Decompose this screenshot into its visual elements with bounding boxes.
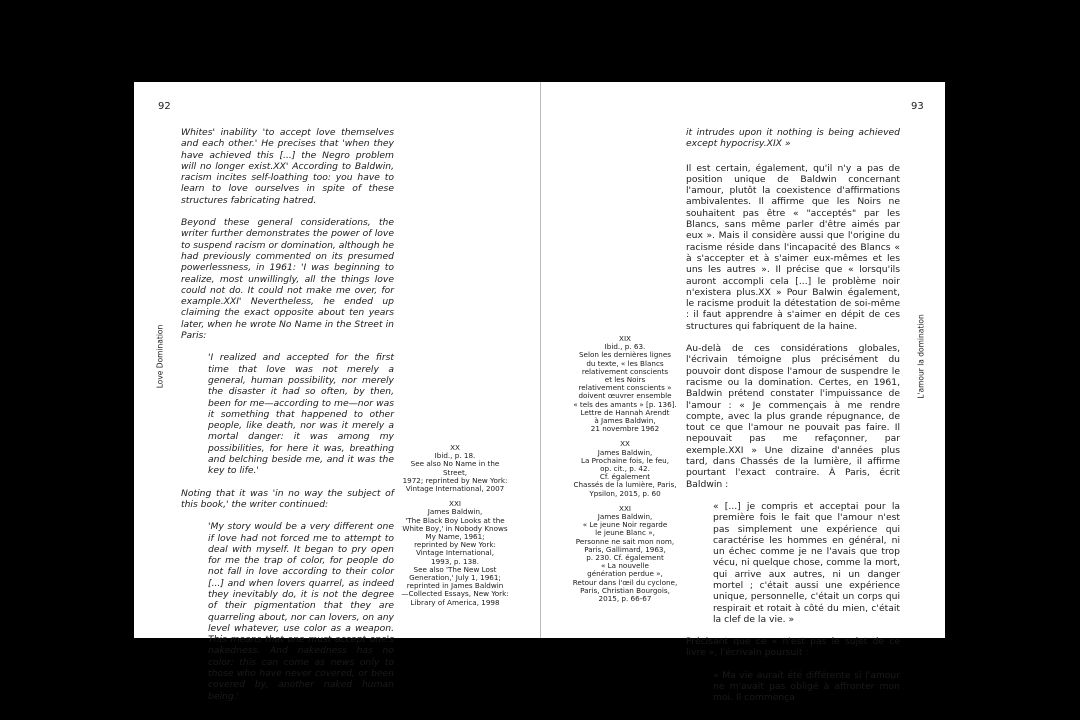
right-paragraph-1: Il est certain, également, qu'il n'y a pas de position unique de Baldwin concernant l'amour, plutôt la coexistence d'affirmations ambivalentes. Il affirme que les Noirs ne souhaitent pas être « "acceptés" par les Blancs, sans même parler d'être aimés par eux ». Mais il considère aussi que l'origine du racisme réside dans l'incapacité des Blancs « à s'accepter et à s'aimer eux-mêmes et les uns les autres ». Il précise que « lorsqu'ils auront accompli cela [...] le problème noir n'existera plus.XX » Pour Balwin également, le racisme produit la détestation de soi-même : il faut apprendre à s'aimer en dépit de ces structures qui fabriquent de la haine.: [686, 162, 900, 332]
footnote-line: White Boy,' in Nobody Knows: [402, 523, 508, 533]
footnote-xix-right: [568, 335, 682, 433]
footnote-line: Generation,' July 1, 1961;: [409, 573, 501, 583]
footnote-line: et les Noirs: [604, 375, 646, 385]
footnote-line: Lettre de Hannah Arendt: [580, 407, 670, 417]
footnote-line: Personne ne sait mon nom,: [575, 536, 675, 546]
footnote-label: XXI: [449, 499, 461, 509]
right-body: [686, 127, 900, 715]
right-paragraph-2: Au-delà de ces considérations globales, l'écrivain témoigne plus précisément du pouvoir dont dispose l'amour de suspendre le racisme ou la domination. Certes, en 1961, Baldwin prétend constater l'impuissance de l'amour : « Je commençais à me rendre compte, avec la plus grande répugnance, de tout ce que l'amour ne pouvait pas faire. Il nepouvait pas me refaçonner, par exemple.XXI » Une dizaine d'années plus tard, dans Chassés de la lumière, il affirme pourtant l'exact contraire. À Paris, écrit Baldwin :: [686, 343, 900, 490]
footnote-line: James Baldwin,: [427, 507, 483, 517]
footnote-line: —Collected Essays, New York:: [401, 589, 509, 599]
running-head-left: Love Domination: [155, 324, 165, 389]
footnote-line: « tels des amants » [p. 136].: [573, 399, 677, 409]
left-blockquote-1: 'I realized and accepted for the first time that love was not merely a general, human possibility, nor merely the disaster it had so often, by then, been for me—according to me—nor was it something that happened to other people, like death, nor was it merely a mortal danger: it was among my possibilities, for here it was, breathing and belching beside me, and it was the key to life.': [208, 352, 394, 477]
footnote-line: Cf. également: [599, 472, 651, 482]
book-gutter: [540, 82, 541, 638]
right-blockquote-1: « [...] je compris et acceptai pour la première fois le fait que l'amour n'est pas simplement une expérience qui caractérise les hommes en général, ni un échec comme je ne l'avais que trop vécu, ni quelque chose, comme la mort, qui arrive aux autres, ni un danger mortel ; c'était aussi une expérience unique, personnelle, c'était un corps qui respirait et rotait à côté du mien, c'était la clef de la vie. »: [713, 500, 900, 625]
footnote-line: « Le jeune Noir regarde: [582, 520, 668, 530]
footnote-line: op. cit., p. 42.: [600, 464, 650, 474]
footnote-line: relativement conscients: [581, 366, 669, 376]
right-footnotes: [568, 335, 682, 610]
footnote-line: James Baldwin,: [597, 512, 653, 522]
footnote-line: Ypsilon, 2015, p. 60: [589, 488, 661, 498]
footnote-line: Selon les dernières lignes: [579, 350, 671, 360]
footnote-line: Ibid., p. 18.: [434, 451, 476, 461]
footnote-line: Retour dans l'œil du cyclone,: [572, 577, 678, 587]
footnote-label: XX: [620, 439, 630, 449]
footnote-line: « La nouvelle: [601, 561, 649, 571]
footnote-line: 1993, p. 138.: [431, 556, 479, 566]
running-head-right: L'amour la domination: [916, 314, 926, 399]
page-number-right: 93: [911, 101, 924, 112]
footnote-line: Ibid., p. 63.: [604, 342, 646, 352]
footnote-line: Vintage International, 2007: [405, 484, 505, 494]
footnote-line: 1972; reprinted by New York:: [402, 475, 508, 485]
footnote-line: relativement conscients »: [578, 383, 672, 393]
footnote-line: reprinted by New York:: [414, 540, 496, 550]
footnote-line: 'The Black Boy Looks at the: [405, 515, 505, 525]
footnote-line: à James Baldwin,: [594, 416, 656, 426]
footnote-line: le jeune Blanc »,: [595, 528, 655, 538]
page-number-left: 92: [158, 101, 171, 112]
footnote-line: Chassés de la lumière, Paris,: [573, 480, 677, 490]
footnote-line: 2015, p. 66-67: [598, 594, 652, 604]
footnote-line: reprinted in James Baldwin: [406, 581, 504, 591]
footnote-line: My Name, 1961;: [425, 532, 485, 542]
footnote-line: p. 230. Cf. également: [586, 553, 664, 563]
footnote-line: See also 'The New Lost: [413, 564, 497, 574]
footnote-xx-left: [399, 444, 511, 493]
footnote-line: Vintage International,: [416, 548, 494, 558]
left-footnotes: [399, 444, 511, 614]
left-paragraph-2: Beyond these general considerations, the writer further demonstrates the power of love to suspend racism or domination, although he had previously commented on its presumed powerlessness, in 1961: 'I was beginning to realize, most unwillingly, all the things love could not do. It could not make me over, for example.XXI' Nevertheless, he ended up claiming the exact opposite about ten years later, when he wrote No Name in the Street in Paris:: [181, 217, 394, 342]
left-paragraph-1: Whites' inability 'to accept love themselves and each other.' He precises that 'when they have achieved this [...] the Negro problem will no longer exist.XX' According to Baldwin, racism incites self-loathing too: you have to learn to love ourselves in spite of these structures fabricating hatred.: [181, 127, 394, 206]
left-blockquote-2: 'My story would be a very different one if love had not forced me to attempt to deal with myself. It began to pry open for me the trap of color, for people do not fall in love according to their color [...] and when lovers quarrel, as indeed they inevitably do, it is not the degree of their pigmentation that they are quarreling about, nor can lovers, on any level whatever, use color as a weapon. This means that one must accept one's nakedness. And nakedness has no color: this can come as news only to those who have never covered, or been covered by, another naked human being.': [208, 521, 394, 702]
footnote-label: XIX: [619, 334, 631, 343]
footnote-line: Paris, Gallimard, 1963,: [584, 544, 666, 554]
footnote-label: XXI: [619, 503, 631, 513]
footnote-xx-right: [568, 440, 682, 497]
left-body: [181, 127, 394, 713]
footnote-line: doivent œuvrer ensemble: [578, 391, 672, 401]
footnote-line: Paris, Christian Bourgois,: [580, 585, 670, 595]
footnote-xxi-left: [399, 500, 511, 607]
footnote-line: du texte, « les Blancs: [586, 358, 664, 368]
right-paragraph-3: Précisant que ce « n'est pas le sujet de ce livre », l'écrivain poursuit :: [686, 636, 900, 659]
footnote-line: génération perdue »,: [587, 569, 663, 579]
footnote-line: James Baldwin,: [597, 447, 653, 457]
footnote-line: 21 novembre 1962: [590, 424, 660, 434]
footnote-line: Library of America, 1998: [410, 597, 500, 607]
footnote-label: XX: [450, 443, 460, 452]
right-top-lines: it intrudes upon it nothing is being achieved except hypocrisy.XIX »: [686, 127, 900, 150]
footnote-xxi-right: [568, 505, 682, 603]
left-paragraph-3: Noting that it was 'in no way the subject of this book,' the writer continued:: [181, 487, 394, 510]
footnote-line: La Prochaine fois, le feu,: [580, 455, 669, 465]
footnote-line: See also No Name in the Street,: [410, 459, 500, 477]
right-blockquote-2: « Ma vie aurait été différente si l'amour ne m'avait pas obligé à affronter mon moi. Il commença: [713, 669, 900, 704]
